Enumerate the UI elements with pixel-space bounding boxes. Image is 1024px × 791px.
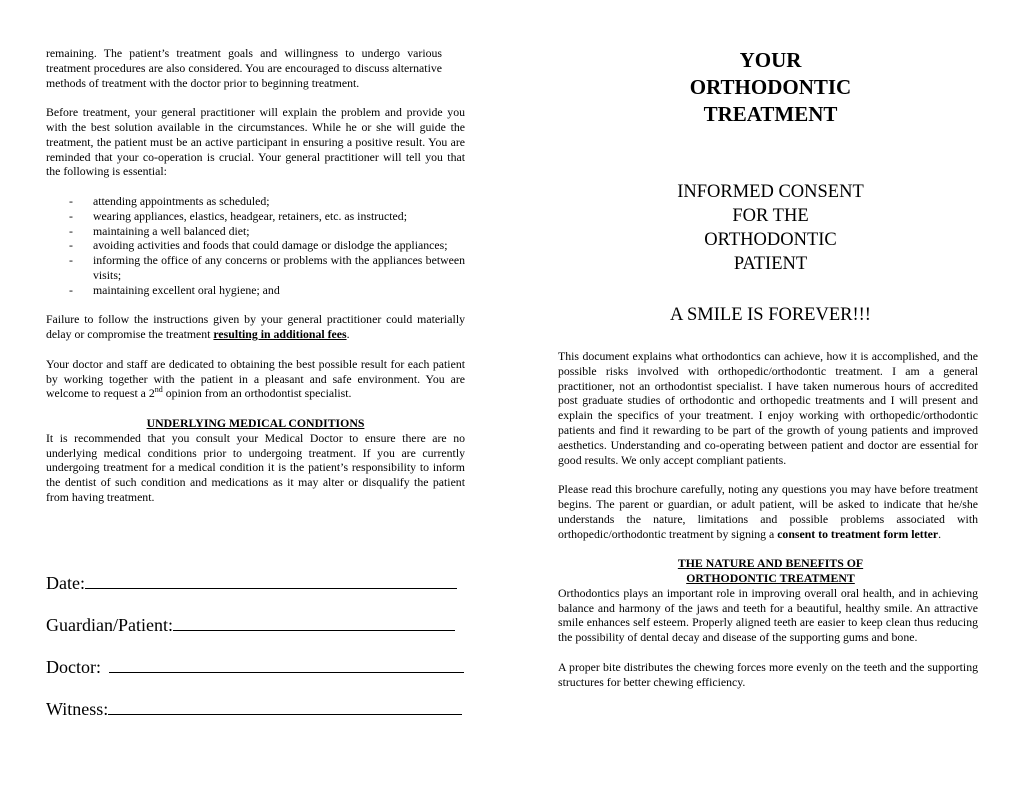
- failure-paragraph: Failure to follow the instructions given by your general practitioner could materially delay or compromise the treatment resulting in additional fees.: [46, 312, 465, 342]
- left-panel: [46, 46, 465, 505]
- smile-tagline: A SMILE IS FOREVER!!!: [670, 305, 871, 325]
- doctor-signature-line[interactable]: [46, 656, 464, 678]
- date-field[interactable]: [85, 572, 457, 589]
- guardian-signature-line[interactable]: [46, 614, 455, 636]
- bite-paragraph: A proper bite distributes the chewing forces more evenly on the teeth and the supporting structures for better chewing efficiency.: [558, 659, 978, 689]
- additional-fees-emphasis: resulting in additional fees: [213, 327, 347, 342]
- nature-paragraph: Orthodontics plays an important role in improving overall oral health, and in achieving balance and harmony of the jaws and teeth for a beautiful, healthy smile. An attractive smile enhances self esteem. Properly aligned teeth are easier to keep clean thus reducing the possibility of dental decay and disease of the supporting gums and bone.: [558, 585, 978, 645]
- list-item: - wearing appliances, elastics, headgear, retainers, etc. as instructed;: [69, 208, 407, 223]
- dedication-paragraph: Your doctor and staff are dedicated to obtaining the best possible result for each patient by working together with the patient in a pleasant and safe environment. You are welcome to request a 2nd opinion from an orthodontist specialist.: [46, 356, 465, 401]
- date-signature-line[interactable]: [46, 572, 457, 594]
- right-panel: [558, 47, 978, 689]
- witness-signature-line[interactable]: [46, 698, 462, 720]
- goals-paragraph: remaining. The patient’s treatment goals and willingness to undergo various treatment procedures are also considered. You are encouraged to discuss alternative methods of treatment with the doctor prior to beginning treatment.: [46, 46, 442, 90]
- witness-field[interactable]: [108, 698, 462, 715]
- list-item: - maintaining a well balanced diet;: [69, 223, 250, 238]
- list-item: - informing the office of any concerns or problems with the appliances between visits;: [69, 253, 465, 282]
- before-treatment-paragraph: Before treatment, your general practitioner will explain the problem and provide you with the best solution available in the circumstances. While he or she will guide the treatment, the patient must be an active participant in ensuring a positive result. You are reminded that your co-operation is crucial. Your general practitioner will tell you that the following is essential:: [46, 105, 465, 179]
- doctor-field[interactable]: [109, 656, 464, 673]
- brochure-title: YOUR ORTHODONTIC TREATMENT: [689, 48, 852, 126]
- doctor-label: Doctor:: [46, 657, 101, 677]
- witness-label: Witness:: [46, 699, 109, 719]
- nature-benefits-heading: THE NATURE AND BENEFITS OF ORTHODONTIC TREATMENT: [677, 556, 864, 585]
- list-item: - attending appointments as scheduled;: [69, 193, 270, 208]
- informed-consent-heading: INFORMED CONSENT FOR THE ORTHODONTIC PATIENT: [677, 182, 864, 274]
- medical-conditions-heading: UNDERLYING MEDICAL CONDITIONS: [146, 415, 365, 430]
- date-label: Date:: [46, 573, 85, 593]
- read-brochure-paragraph: Please read this brochure carefully, noting any questions you may have before treatment begins. The parent or guardian, or adult patient, will be asked to indicate that he/she understands the nature, limitations and possible problems associated with orthopedic/orthodontic treatment by signing a consent to treatment form letter.: [558, 482, 978, 541]
- list-item: - maintaining excellent oral hygiene; and: [69, 282, 280, 297]
- guardian-field[interactable]: [173, 614, 455, 631]
- medical-conditions-paragraph: It is recommended that you consult your Medical Doctor to ensure there are no underlying medical conditions prior to undergoing treatment. If you are currently undergoing treatment for a medical condition it is the patient’s responsibility to inform the dentist of such condition and medications as it may alter or disqualify the patient from having treatment.: [46, 430, 465, 504]
- guardian-label: Guardian/Patient:: [46, 615, 173, 635]
- consent-form-emphasis: consent to treatment form letter: [777, 526, 939, 541]
- list-item: - avoiding activities and foods that could damage or dislodge the appliances;: [69, 238, 448, 253]
- intro-paragraph: This document explains what orthodontics can achieve, how it is accomplished, and the possible risks involved with orthopedic/orthodontic treatment. I am a general practitioner, not an orthodontist specialist. I have taken numerous hours of accredited post graduate studies of orthodontic and orthopedic treatments and I will present and explain the specifics of your treatment. I enjoy working with orthopedic/orthodontic patients and find it rewarding to be part of the growth of young patients and improved aesthetics. Understanding and co-operating between patient and doctor are essential for good results. We only accept compliant patients.: [558, 349, 978, 467]
- requirements-list: [46, 194, 465, 298]
